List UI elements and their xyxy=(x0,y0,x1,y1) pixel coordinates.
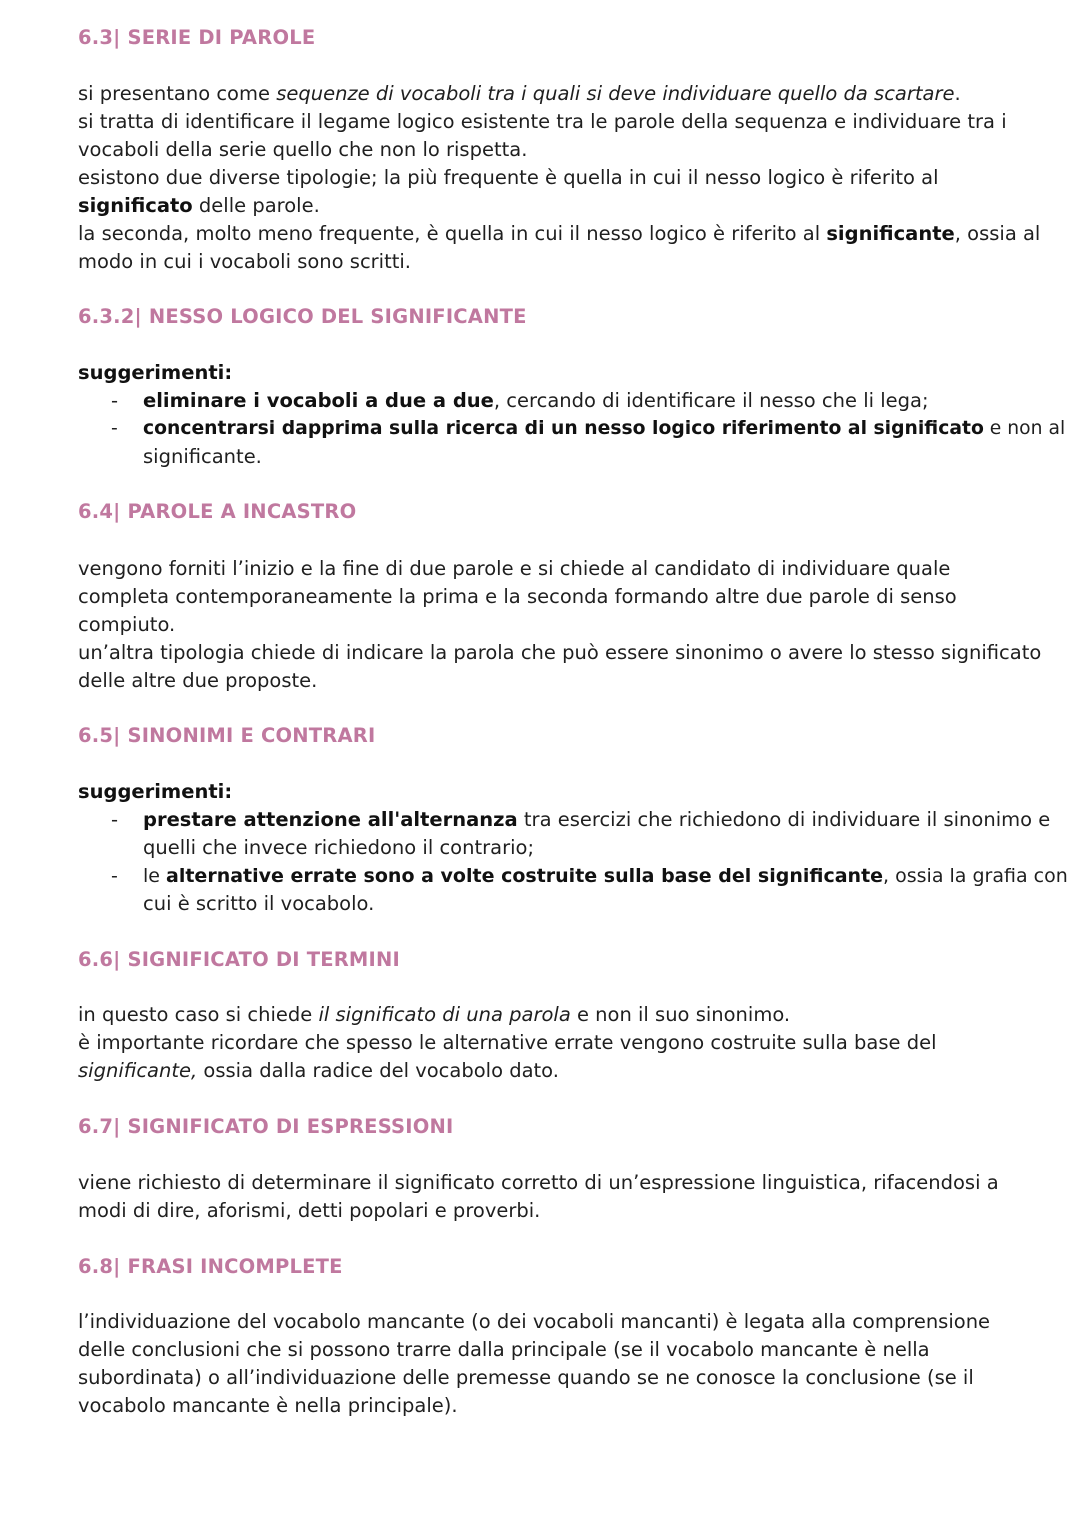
paragraph-line: vocaboli della serie quello che non lo rispetta. xyxy=(78,138,528,161)
section-6-5 xyxy=(78,722,1063,750)
paragraph-line xyxy=(78,192,1063,220)
section-6-6 xyxy=(78,946,1063,974)
section-6-6-body xyxy=(78,1001,1063,1085)
paragraph-line xyxy=(78,1001,1063,1029)
bullet-dash: - xyxy=(111,418,118,439)
paragraph-line: modo in cui i vocaboli sono scritti. xyxy=(78,250,412,273)
text: ossia dalla radice del vocabolo dato. xyxy=(197,1059,559,1082)
paragraph-line: un’altra tipologia chiede di indicare la parola che può essere sinonimo o avere lo stesso significato xyxy=(78,641,1042,664)
section-6-5-body xyxy=(78,778,1068,918)
section-6-4 xyxy=(78,498,1063,526)
italic-text: significante, xyxy=(78,1059,198,1082)
paragraph-line: modi di dire, aforismi, detti popolari e proverbi. xyxy=(78,1199,541,1222)
paragraph-line: si tratta di identificare il legame logico esistente tra le parole della sequenza e individuare tra i xyxy=(78,110,1007,133)
text: , ossia la grafia con xyxy=(883,865,1068,887)
text: . xyxy=(954,82,961,105)
section-heading: 6.3| SERIE DI PAROLE xyxy=(78,26,316,49)
bold-text: significato xyxy=(78,194,193,217)
section-6-3-body xyxy=(78,80,1063,276)
text: tra esercizi che richiedono di individuare il sinonimo e xyxy=(517,808,1051,831)
paragraph-line: vocabolo mancante è nella principale). xyxy=(78,1394,458,1417)
paragraph-line: esistono due diverse tipologie; la più frequente è quella in cui il nesso logico è riferito al xyxy=(78,166,939,189)
bold-text: eliminare i vocaboli a due a due xyxy=(143,389,494,412)
bullet-dash: - xyxy=(111,808,119,831)
paragraph-line xyxy=(78,80,1063,108)
section-6-3-2-body xyxy=(78,359,1066,471)
paragraph-line: completa contemporaneamente la prima e la seconda formando altre due parole di senso xyxy=(78,585,957,608)
list-item-continuation: quelli che invece richiedono il contrario; xyxy=(143,836,535,859)
paragraph-line: delle altre due proposte. xyxy=(78,669,318,692)
section-heading: 6.3.2| NESSO LOGICO DEL SIGNIFICANTE xyxy=(78,305,527,328)
paragraph-line: viene richiesto di determinare il significato corretto di un’espressione linguistica, rifacendosi a xyxy=(78,1171,999,1194)
list-item-continuation: cui è scritto il vocabolo. xyxy=(143,892,375,915)
list-item-continuation: significante. xyxy=(143,445,262,468)
section-6-8-body xyxy=(78,1308,1063,1420)
paragraph-line: subordinata) o all’individuazione delle premesse quando se ne conosce la conclusione (se il xyxy=(78,1366,974,1389)
text: e non il suo sinonimo. xyxy=(570,1003,791,1026)
section-6-7-body xyxy=(78,1169,1063,1225)
section-6-3-2 xyxy=(78,303,1063,331)
text: delle parole. xyxy=(192,194,320,217)
section-heading: 6.8| FRASI INCOMPLETE xyxy=(78,1255,343,1278)
section-6-4-body xyxy=(78,555,1063,695)
text: la seconda, molto meno frequente, è quella in cui il nesso logico è riferito al xyxy=(78,222,827,245)
paragraph-line: l’individuazione del vocabolo mancante (o dei vocaboli mancanti) è legata alla comprensione xyxy=(78,1310,991,1333)
paragraph-line: delle conclusioni che si possono trarre dalla principale (se il vocabolo mancante è nella xyxy=(78,1338,930,1361)
list-item xyxy=(78,806,1063,834)
paragraph-line: compiuto. xyxy=(78,613,176,636)
paragraph-line xyxy=(78,220,1063,248)
paragraph-line: è importante ricordare che spesso le alternative errate vengono costruite sulla base del xyxy=(78,1031,937,1054)
text: le xyxy=(143,865,167,887)
bold-text: concentrarsi dapprima sulla ricerca di un nesso logico riferimento al significato xyxy=(143,418,984,439)
list-item xyxy=(78,387,1063,415)
suggestions-label: suggerimenti: xyxy=(78,361,233,384)
section-6-3 xyxy=(78,24,1063,52)
bold-text: alternative errate sono a volte costruite sulla base del significante xyxy=(166,865,884,887)
bullet-dash: - xyxy=(111,865,118,887)
section-6-8 xyxy=(78,1253,1063,1281)
italic-text: sequenze di vocaboli tra i quali si deve individuare quello da scartare xyxy=(276,82,955,105)
text: in questo caso si chiede xyxy=(78,1003,319,1026)
text: , ossia al xyxy=(954,222,1041,245)
section-heading: 6.5| SINONIMI E CONTRARI xyxy=(78,724,376,747)
text: , cercando di identificare il nesso che li lega; xyxy=(493,389,929,412)
suggestions-label: suggerimenti: xyxy=(78,780,233,803)
text: e non al xyxy=(983,418,1066,439)
section-heading: 6.7| SIGNIFICATO DI ESPRESSIONI xyxy=(78,1115,454,1138)
bold-text: significante xyxy=(826,222,955,245)
section-6-7 xyxy=(78,1113,1063,1141)
list-item xyxy=(78,415,1066,443)
section-heading: 6.4| PAROLE A INCASTRO xyxy=(78,500,357,523)
list-item xyxy=(78,862,1068,890)
text: si presentano come xyxy=(78,82,277,105)
bullet-dash: - xyxy=(111,389,119,412)
paragraph-line: vengono forniti l’inizio e la fine di due parole e si chiede al candidato di individuare quale xyxy=(78,557,951,580)
italic-text: il significato di una parola xyxy=(318,1003,571,1026)
paragraph-line xyxy=(78,1057,1063,1085)
section-heading: 6.6| SIGNIFICATO DI TERMINI xyxy=(78,948,400,971)
bold-text: prestare attenzione all'alternanza xyxy=(143,808,518,831)
